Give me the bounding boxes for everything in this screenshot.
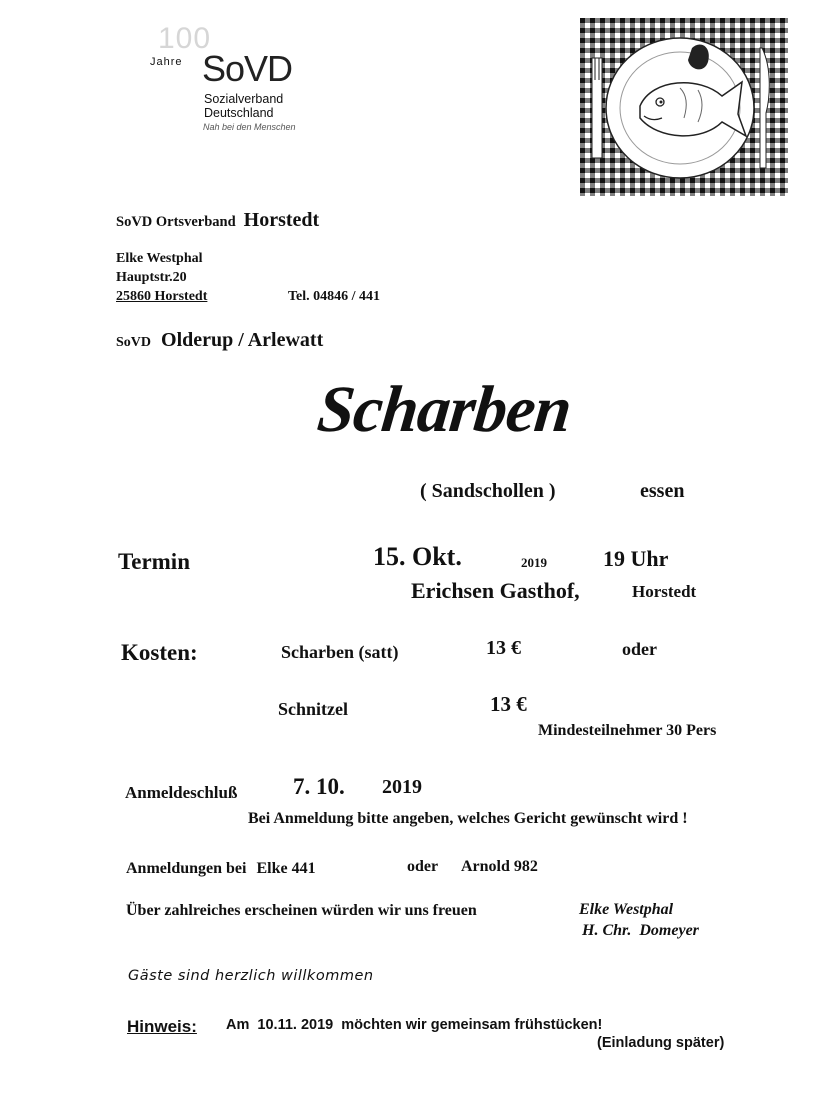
termin-year: 2019 bbox=[521, 555, 547, 570]
contact-phone: Tel. 04846 / 441 bbox=[288, 289, 381, 304]
co-organizer-prefix: SoVD bbox=[116, 335, 152, 350]
registration-contacts bbox=[126, 860, 316, 878]
contacts-prefix: Anmeldungen bei bbox=[126, 860, 247, 877]
co-organizer-heading bbox=[116, 329, 323, 352]
signature-2: H. Chr. Domeyer bbox=[582, 922, 699, 939]
logo-line-2: Deutschland bbox=[204, 106, 274, 120]
hinweis-note: (Einladung später) bbox=[597, 1035, 725, 1051]
contact-elke: Elke 441 bbox=[256, 860, 316, 877]
deadline-label: Anmeldeschluß bbox=[125, 783, 238, 802]
closing-text: Über zahlreiches erscheinen würden wir uns freuen bbox=[126, 902, 477, 919]
contact-name: Elke Westphal bbox=[116, 251, 203, 266]
contact-postal: 25860 Horstedt bbox=[116, 289, 208, 304]
termin-time: 19 Uhr bbox=[603, 546, 669, 571]
termin-label: Termin bbox=[118, 549, 190, 574]
kosten-or: oder bbox=[622, 639, 657, 659]
event-subtitle-word: essen bbox=[640, 480, 685, 502]
hinweis-text: Am 10.11. 2019 möchten wir gemeinsam frühstücken! bbox=[226, 1017, 603, 1033]
kosten-item-1: Scharben (satt) bbox=[281, 642, 399, 662]
guests-welcome: Gäste sind herzlich willkommen bbox=[128, 968, 374, 984]
deadline-year: 2019 bbox=[382, 776, 422, 798]
termin-date: 15. Okt. bbox=[373, 542, 462, 571]
contact-arnold: Arnold 982 bbox=[461, 858, 538, 875]
organizer-prefix: SoVD Ortsverband bbox=[116, 214, 236, 230]
kosten-minimum: Mindesteilnehmer 30 Pers bbox=[538, 722, 717, 739]
fish-plate-image bbox=[580, 18, 788, 196]
contacts-or: oder bbox=[407, 858, 439, 875]
signature-1: Elke Westphal bbox=[579, 901, 674, 918]
kosten-price-1: 13 € bbox=[486, 637, 521, 659]
event-subtitle-paren: ( Sandschollen ) bbox=[420, 480, 556, 502]
event-title: Scharben bbox=[314, 373, 575, 446]
termin-venue: Erichsen Gasthof, bbox=[411, 578, 580, 603]
kosten-label: Kosten: bbox=[121, 640, 198, 665]
hinweis-label: Hinweis: bbox=[127, 1017, 197, 1036]
registration-instruction: Bei Anmeldung bitte angeben, welches Gericht gewünscht wird ! bbox=[248, 810, 688, 827]
organizer-place: Horstedt bbox=[243, 209, 320, 231]
kosten-price-2: 13 € bbox=[490, 692, 527, 716]
logo-tagline: Nah bei den Menschen bbox=[203, 122, 296, 132]
termin-venue-town: Horstedt bbox=[632, 582, 697, 601]
logo-jahre: Jahre bbox=[150, 56, 183, 68]
fork-icon bbox=[592, 58, 602, 158]
deadline-date: 7. 10. bbox=[293, 774, 345, 799]
organizer-heading bbox=[116, 209, 319, 232]
logo-anniversary-number: 100 bbox=[158, 22, 212, 55]
logo-name: SoVD bbox=[202, 48, 293, 89]
logo-line-1: Sozialverband bbox=[204, 92, 284, 106]
co-organizer-name: Olderup / Arlewatt bbox=[161, 329, 324, 351]
contact-street: Hauptstr.20 bbox=[116, 270, 187, 285]
kosten-item-2: Schnitzel bbox=[278, 699, 348, 719]
